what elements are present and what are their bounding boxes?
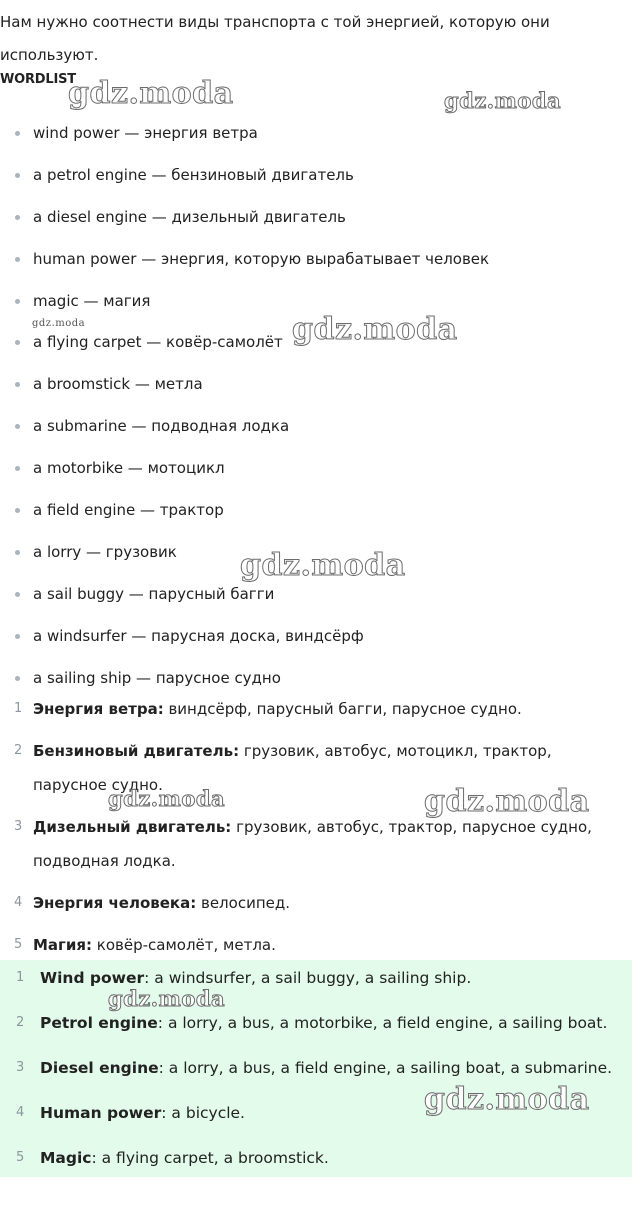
list-item — [0, 573, 489, 615]
list-item — [0, 238, 489, 280]
item-number: 2 — [16, 1015, 25, 1030]
answer-label: Бензиновый двигатель: — [33, 742, 240, 760]
watermark: gdz.moda — [32, 318, 86, 329]
watermark: gdz.moda — [108, 786, 226, 811]
intro-text: Нам нужно соотнести виды транспорта с той энергией, которую они используют. — [0, 13, 550, 64]
answer-text: : a windsurfer, a sail buggy, a sailing ship. — [144, 969, 472, 987]
watermark: gdz.moda — [292, 312, 458, 347]
bullet-icon — [15, 173, 20, 178]
item-number: 4 — [16, 1105, 25, 1120]
answer-item — [0, 1095, 632, 1135]
list-item — [0, 280, 489, 322]
list-item — [0, 489, 489, 531]
item-number: 5 — [16, 1150, 25, 1165]
list-item-text: a submarine — подводная лодка — [33, 417, 290, 436]
answer-item — [0, 1140, 632, 1180]
russian-answer-list — [0, 692, 625, 970]
watermark: gdz.moda — [444, 88, 562, 113]
list-item-text: a motorbike — мотоцикл — [33, 459, 225, 478]
list-item — [0, 531, 489, 573]
bullet-icon — [15, 340, 20, 345]
answer-label: Дизельный двигатель: — [33, 818, 232, 836]
wordlist-title: WORDLIST — [0, 72, 76, 87]
item-number: 3 — [14, 819, 23, 834]
answer-text: : a bicycle. — [161, 1104, 245, 1122]
answer-text: : a flying carpet, a broomstick. — [91, 1149, 329, 1167]
answer-label: Petrol engine — [40, 1014, 158, 1032]
answer-label: Wind power — [40, 969, 145, 987]
list-item — [0, 615, 489, 657]
item-number: 1 — [14, 701, 23, 716]
list-item — [0, 363, 489, 405]
list-item-text: human power — энергия, которую вырабатывает человек — [33, 249, 490, 268]
list-item-text: a field engine — трактор — [33, 501, 224, 520]
list-item-text: a broomstick — метла — [33, 375, 203, 394]
watermark: gdz.moda — [240, 548, 406, 583]
bullet-icon — [15, 508, 20, 513]
answer-label: Human power — [40, 1104, 162, 1122]
answer-item — [0, 692, 625, 726]
bullet-icon — [15, 592, 20, 597]
bullet-icon — [15, 382, 20, 387]
answer-text: грузовик, автобус, мотоцикл, трактор, парусное судно. — [33, 742, 552, 794]
answer-text: : a lorry, a bus, a motorbike, a field engine, a sailing boat. — [157, 1014, 608, 1032]
item-number: 2 — [14, 743, 23, 758]
list-item-text: a petrol engine — бензиновый двигатель — [33, 165, 354, 184]
answer-item — [0, 928, 625, 962]
english-answer-box — [0, 960, 632, 1177]
item-number: 4 — [14, 895, 23, 910]
list-item-text: a sailing ship — парусное судно — [33, 668, 281, 687]
watermark: gdz.moda — [108, 986, 226, 1011]
bullet-icon — [15, 676, 20, 681]
watermark: gdz.moda — [424, 784, 590, 819]
watermark: gdz.moda — [68, 76, 234, 111]
list-item — [0, 154, 489, 196]
bullet-icon — [15, 466, 20, 471]
watermark: gdz.moda — [424, 1082, 590, 1117]
list-item-text: magic — магия — [33, 291, 151, 310]
bullet-icon — [15, 299, 20, 304]
answer-text: ковёр-самолёт, метла. — [92, 936, 276, 954]
bullet-icon — [15, 257, 20, 262]
answer-item — [0, 1005, 632, 1045]
wordlist — [0, 112, 489, 698]
list-item — [0, 196, 489, 238]
bullet-icon — [15, 131, 20, 136]
answer-label: Энергия человека: — [33, 894, 197, 912]
list-item — [0, 321, 489, 363]
answer-text: велосипед. — [196, 894, 290, 912]
list-item-text: wind power — энергия ветра — [33, 124, 258, 142]
answer-item — [0, 1050, 632, 1090]
answer-text: виндсёрф, парусный багги, парусное судно. — [163, 700, 522, 718]
bullet-icon — [15, 634, 20, 639]
list-item-text: a flying carpet — ковёр-самолёт — [33, 333, 283, 352]
list-item — [0, 112, 489, 154]
answer-item — [0, 886, 625, 920]
bullet-icon — [15, 550, 20, 555]
answer-text: : a lorry, a bus, a field engine, a sailing boat, a submarine. — [158, 1059, 613, 1077]
bullet-icon — [15, 424, 20, 429]
answer-label: Diesel engine — [40, 1059, 159, 1077]
list-item-text: a windsurfer — парусная доска, виндсёрф — [33, 626, 364, 645]
list-item-text: a lorry — грузовик — [33, 542, 177, 561]
item-number: 1 — [16, 970, 25, 985]
item-number: 3 — [16, 1060, 25, 1075]
list-item-text: a diesel engine — дизельный двигатель — [33, 207, 346, 226]
answer-label: Магия: — [33, 936, 93, 954]
answer-item — [0, 734, 625, 802]
list-item — [0, 447, 489, 489]
answer-item — [0, 960, 632, 1000]
answer-item — [0, 810, 625, 878]
list-item — [0, 405, 489, 447]
answer-label: Magic — [40, 1149, 92, 1167]
answer-label: Энергия ветра: — [33, 700, 164, 718]
bullet-icon — [15, 215, 20, 220]
item-number: 5 — [14, 937, 23, 952]
answer-text: грузовик, автобус, трактор, парусное судно, подводная лодка. — [33, 818, 592, 870]
list-item-text: a sail buggy — парусный багги — [33, 584, 275, 603]
